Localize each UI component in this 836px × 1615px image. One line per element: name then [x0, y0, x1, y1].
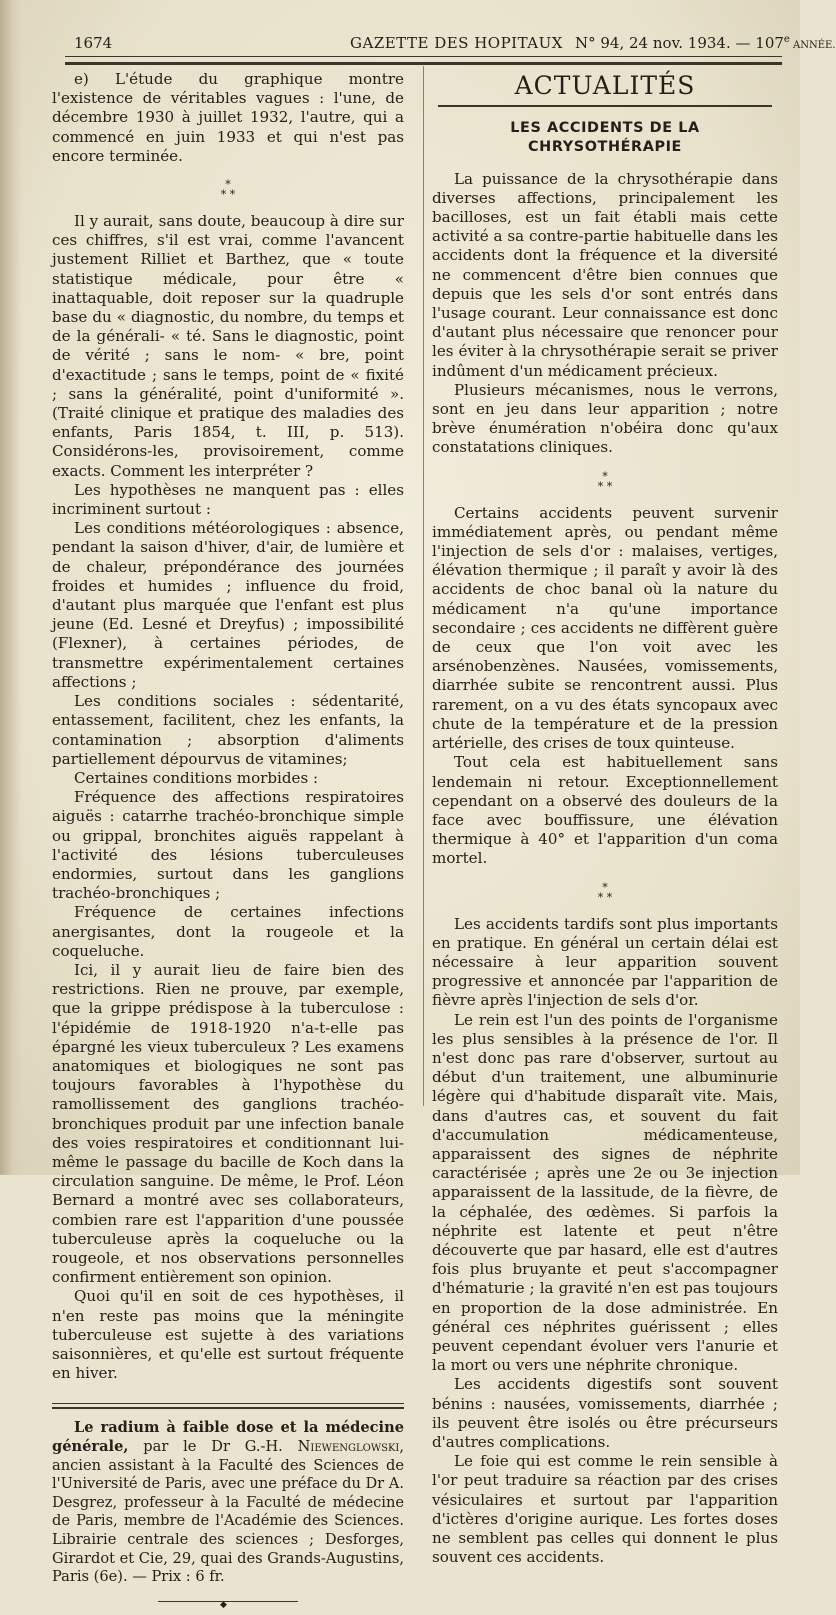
paragraph: Les conditions sociales : sédentarité, entassement, facilitent, chez les enfants, la contamination ; absorption d'aliments partiellement dépourvus de vitamines; — [52, 692, 404, 768]
article-title: LES ACCIDENTS DE LA CHRYSOTHÉRAPIE — [510, 120, 700, 156]
page-edge-shadow — [0, 0, 22, 1175]
issue-date: N° 94, 24 nov. 1934. — 107 — [575, 34, 784, 52]
paragraph-e: e) L'étude du graphique montre l'existence de véritables vagues : l'une, de décembre 1930 à juillet 1932, l'autre, qui a commencé en juin 1933 et qui n'est pas encore terminée. — [52, 70, 404, 165]
header-rule-thick — [65, 62, 782, 65]
paragraph: Fréquence de certaines infections anergisantes, dont la rougeole et la coqueluche. — [52, 903, 404, 960]
book-notice-rule — [52, 1403, 404, 1404]
section-stars: * * * — [597, 880, 613, 904]
section-stars — [52, 180, 404, 200]
book-title: Le radium à faible dose et la médecine générale, — [52, 1419, 404, 1455]
paragraph: Quoi qu'il en soit de ces hypothèses, il n'en reste pas moins que la méningite tuberculeuse est sujette à des variations saisonnières, et qu'elle est surtout fréquente en hiver. — [52, 1287, 404, 1383]
paragraph: Fréquence des affections respiratoires aiguës : catarrhe trachéo-bronchique simple ou grippal, bronchites aiguës rappelant à l'activité des lésions tuberculeuses endormies, surtout dans les ganglions trachéo-bronchiques ; — [52, 788, 404, 903]
star-top: * — [225, 178, 231, 192]
paragraph: Certaines conditions morbides : — [74, 768, 319, 787]
section-title: ACTUALITÉS — [514, 71, 696, 100]
issue-suffix: e — [783, 34, 790, 45]
issue-annee: ANNÉE. — [789, 40, 836, 51]
book-notice-rule-thick — [52, 1407, 404, 1409]
paragraph: Les accidents digestifs sont souvent bénins : nausées, vomissements, diarrhée ; ils peuvent être isolés ou être précurseurs d'autres complications. — [432, 1375, 778, 1451]
paragraph: Les conditions météorologiques : absence, pendant la saison d'hiver, d'air, de lumière et de chaleur, prépondérance des journées froides et humides ; influence du froid, d'autant plus marquée que l'enfant est plus jeune (Ed. Lesné et Dreyfus) ; impossibilité (Flexner), à certaines périodes, de transmettre expérimentalement certaines affections ; — [52, 519, 404, 691]
right-column — [432, 70, 778, 1567]
section-stars: * * * — [597, 469, 613, 493]
paragraph: La puissance de la chrysothérapie dans diverses affections, principalement les bacilloses, est un fait établi mais cette activité a sa contre-partie habituelle dans les accidents dont la fréquence et la diversité ne commencent d'être bien connues que depuis que les sels d'or sont entrés dans l'usage courant. Leur connaissance est donc d'autant plus nécessaire que renoncer pour les éviter à la chrysothérapie serait se priver indûment d'un médicament précieux. — [432, 169, 778, 380]
paragraph: Il y aurait, sans doute, beaucoup à dire sur ces chiffres, s'il est vrai, comme l'avancent justement Rilliet et Barthez, que « toute statistique médicale, pour être « inattaquable, doit reposer sur la quadruple base du « diagnostic, du nombre, du temps et de la générali- « té. Sans le diagnostic, point de vérité ; sans le nom- « bre, point d'exactitude ; sans le temps, point de « fixité ; sans la généralité, point d'uniformité ». (Traité clinique et pratique des maladies des enfants, Paris 1854, t. III, p. 513). Considérons-les, provisoirement, comme exacts. Comment les interpréter ? — [52, 212, 404, 480]
paragraph: Tout cela est habituellement sans lendemain ni retour. Exceptionnellement cependant on a observé des douleurs de la face avec bouffissure, une élévation thermique à 40° et l'apparition d'un coma mortel. — [432, 753, 778, 868]
paragraph: Le rein est l'un des points de l'organisme les plus sensibles à la présence de l'or. Il n'est donc pas rare d'observer, surtout au début d'un traitement, une albuminurie légère qui d'habitude disparaît vite. Mais, dans d'autres cas, et souvent du fait d'accumulation médicamenteuse, apparaissent des signes de néphrite caractérisée ; après une 2e ou 3e injection apparaissent de la lassitude, de la fièvre, de la céphalée, des œdèmes. Si parfois la néphrite est latente et peut n'être découverte que par hasard, elle est d'autres fois plus bruyante et peut s'accompagner d'hématurie ; la gravité n'en est pas toujours en proportion de la dose administrée. En général ces néphrites guérissent ; elles peuvent cependant évoluer vers l'anurie et la mort ou vers une néphrite chronique. — [432, 1010, 778, 1375]
paragraph: Les accidents tardifs sont plus importants en pratique. En général un certain délai est nécessaire à leur apparition souvent progressive et annoncée par l'apparition de fièvre après l'injection de sels d'or. — [432, 914, 778, 1010]
paragraph: Certains accidents peuvent survenir immédiatement après, ou pendant même l'injection de sels d'or : malaises, vertiges, élévation thermique ; il paraît y avoir là des accidents de choc banal où la nature du médicament n'a qu'une importance secondaire ; ces accidents ne diffèrent guère de ceux que l'on voit avec les arsénobenzènes. Nausées, vomissements, diarrhée subite se rencontrent aussi. Plus rarement, on a vu des états syncopaux avec chute de la température et de la pression artérielle, des crises de toux quinteuse. — [432, 503, 778, 753]
book-notice — [52, 1419, 404, 1586]
paragraph: Ici, il y aurait lieu de faire bien des restrictions. Rien ne prouve, par exemple, que la grippe prédispose à la tuberculose : l'épidémie de 1918-1920 n'a-t-elle pas épargné les vieux tuberculeux ? Les examens anatomiques et biologiques ne sont pas toujours favorables à l'hypothèse du ramollissement des ganglions trachéo-bronchiques produit par une infection banale des voies respiratoires et conditionnant lui-même le passage du bacille de Koch dans la circulation sanguine. De même, le Prof. Léon Bernard a montré avec ses collaborateurs, combien rare est l'apparition d'une poussée tuberculeuse après la coqueluche ou la rougeole, et nos observations personnelles confirment entièrement son opinion. — [52, 960, 404, 1287]
header-rule-thin — [65, 56, 782, 57]
section-rule — [438, 105, 772, 107]
book-author-prefix: par le Dr — [143, 1438, 230, 1455]
star-bottom: * * — [220, 188, 236, 202]
closing-ornament: ◆ — [158, 1601, 298, 1602]
paragraph: Plusieurs mécanismes, nous le verrons, sont en jeu dans leur apparition ; notre brève énumération n'obéira donc qu'aux constatations cliniques. — [432, 380, 778, 457]
left-column — [52, 70, 405, 1610]
book-author: G.-H. Niewenglowski, — [244, 1438, 405, 1455]
publication-title: GAZETTE DES HOPITAUX — [350, 34, 563, 52]
issue-info — [575, 34, 836, 52]
paragraph: Les hypothèses ne manquent pas : elles incriminent surtout : — [52, 480, 404, 519]
paragraph: Le foie qui est comme le rein sensible à l'or peut traduire sa réaction par des crises vésiculaires et surtout par l'apparition d'ictères d'origine aurique. Les fortes doses ne semblent pas celles qui donnent le plus souvent ces accidents. — [432, 1452, 778, 1567]
page-number: 1674 — [74, 34, 113, 52]
column-divider — [423, 66, 424, 1106]
book-details: ancien assistant à la Faculté des Sciences de l'Université de Paris, avec une préface du Dr A. Desgrez, professeur à la Faculté de médecine de Paris, membre de l'Académie des Sciences. Librairie centrale des sciences ; Desforges, Girardot et Cie, 29, quai des Grands-Augustins, Paris (6e). — Prix : 6 fr. — [52, 1456, 404, 1586]
